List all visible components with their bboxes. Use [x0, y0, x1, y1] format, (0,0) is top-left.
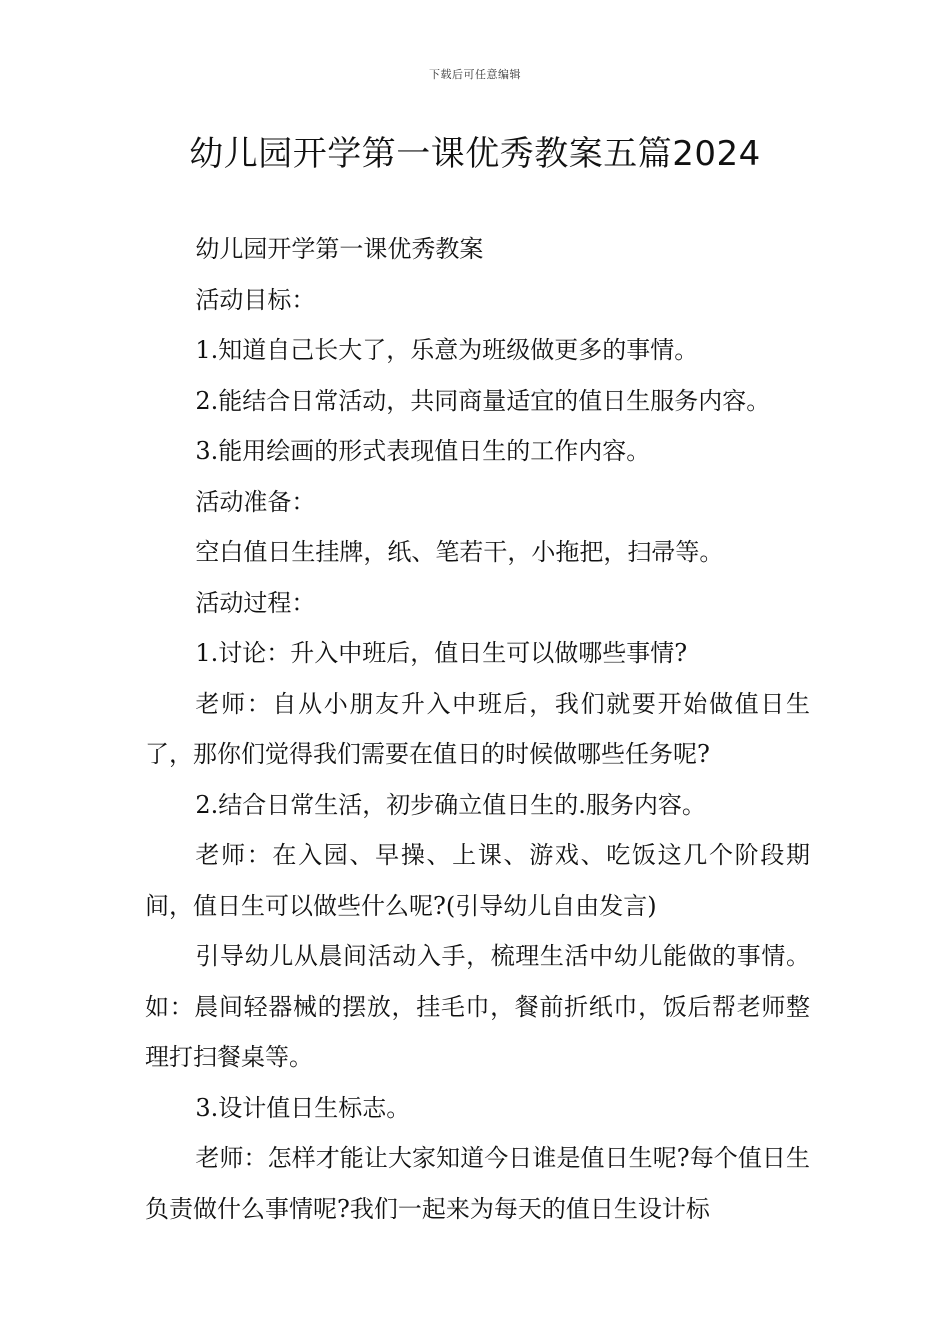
paragraph: 老师：自从小朋友升入中班后，我们就要开始做值日生了，那你们觉得我们需要在值日的时候做哪些任务呢?	[145, 689, 810, 768]
paragraph-subtitle: 幼儿园开学第一课优秀教案	[195, 235, 484, 263]
paragraph: 2.能结合日常活动，共同商量适宜的值日生服务内容。	[195, 386, 771, 415]
paragraph-heading-goals: 活动目标：	[195, 285, 316, 314]
paragraph: 老师：在入园、早操、上课、游戏、吃饭这几个阶段期间，值日生可以做些什么呢?(引导幼儿自由发言)	[145, 841, 810, 920]
document-body	[145, 224, 810, 1234]
document-title: 幼儿园开学第一课优秀教案五篇2024	[189, 134, 761, 174]
paragraph: 1.讨论：升入中班后，值日生可以做哪些事情?	[195, 639, 688, 667]
paragraph: 2.结合日常生活，初步确立值日生的.服务内容。	[195, 790, 706, 819]
paragraph-heading-preparation: 活动准备：	[195, 487, 316, 516]
header-note: 下载后可任意编辑	[429, 68, 521, 81]
paragraph-heading-process: 活动过程：	[195, 588, 316, 617]
paragraph: 3.设计值日生标志。	[195, 1093, 411, 1122]
paragraph: 1.知道自己长大了，乐意为班级做更多的事情。	[195, 336, 699, 364]
paragraph: 3.能用绘画的形式表现值日生的工作内容。	[195, 437, 651, 465]
paragraph: 老师：怎样才能让大家知道今日谁是值日生呢?每个值日生负责做什么事情呢?我们一起来为每天的值日生设计标	[145, 1144, 810, 1223]
paragraph: 引导幼儿从晨间活动入手，梳理生活中幼儿能做的事情。如：晨间轻器械的摆放，挂毛巾，餐前折纸巾，饭后帮老师整理打扫餐桌等。	[145, 942, 810, 1071]
paragraph: 空白值日生挂牌，纸、笔若干，小拖把，扫帚等。	[195, 538, 724, 566]
